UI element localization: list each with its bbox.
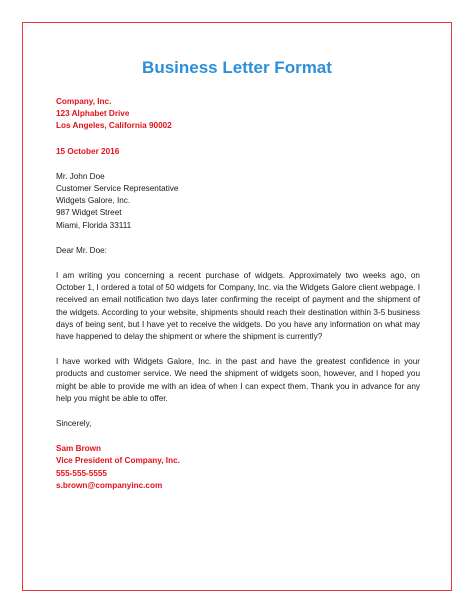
sender-address-line-2: Los Angeles, California 90002 <box>56 121 172 131</box>
sender-company: Company, Inc. <box>56 97 112 106</box>
salutation <box>56 245 420 257</box>
recipient-company: Widgets Galore, Inc. <box>56 196 131 206</box>
recipient-block <box>56 171 420 232</box>
date-text: 15 October 2016 <box>56 146 120 156</box>
recipient-name: Mr. John Doe <box>56 171 105 181</box>
signature-block <box>56 443 420 492</box>
sender-block <box>56 96 420 133</box>
body-paragraph-1: I am writing you concerning a recent purchase of widgets. Approximately two weeks ago, on October 1, I ordered a total of 50 widgets for Company, Inc. via the Widgets Galore client webpage. I received an email notification two days later confirming the receipt of payment and the shipment of the widgets. According to your website, shipments should reach their destination within 3-5 business days of being sent, but I have yet to receive the widgets. Do you have any information on what may have happened to delay the shipment or where the shipment is currently? <box>56 271 420 342</box>
signature-name: Sam Brown <box>56 444 102 454</box>
signature-phone: 555-555-5555 <box>56 468 107 478</box>
closing-text: Sincerely, <box>56 419 92 429</box>
closing <box>56 418 420 430</box>
letter-date <box>56 146 420 158</box>
signature-email: s.brown@companyinc.com <box>56 480 163 490</box>
letter-content <box>56 96 420 492</box>
salutation-text: Dear Mr. Doe: <box>56 245 107 255</box>
sender-address-line-1: 123 Alphabet Drive <box>56 109 130 119</box>
signature-title: Vice President of Company, Inc. <box>56 456 180 466</box>
recipient-address-line-2: Miami, Florida 33111 <box>56 220 132 230</box>
body-paragraph-2: I have worked with Widgets Galore, Inc. in the past and have the greatest confidence in your products and customer service. We need the shipment of widgets soon, however, and I hoped you might be able to provide me with an idea of when I can expect them. Thank you in advance for any help you might be able to offer. <box>56 357 420 403</box>
recipient-address-line-1: 987 Widget Street <box>56 208 122 218</box>
document-title: Business Letter Format <box>142 58 332 77</box>
recipient-title: Customer Service Representative <box>56 184 179 194</box>
